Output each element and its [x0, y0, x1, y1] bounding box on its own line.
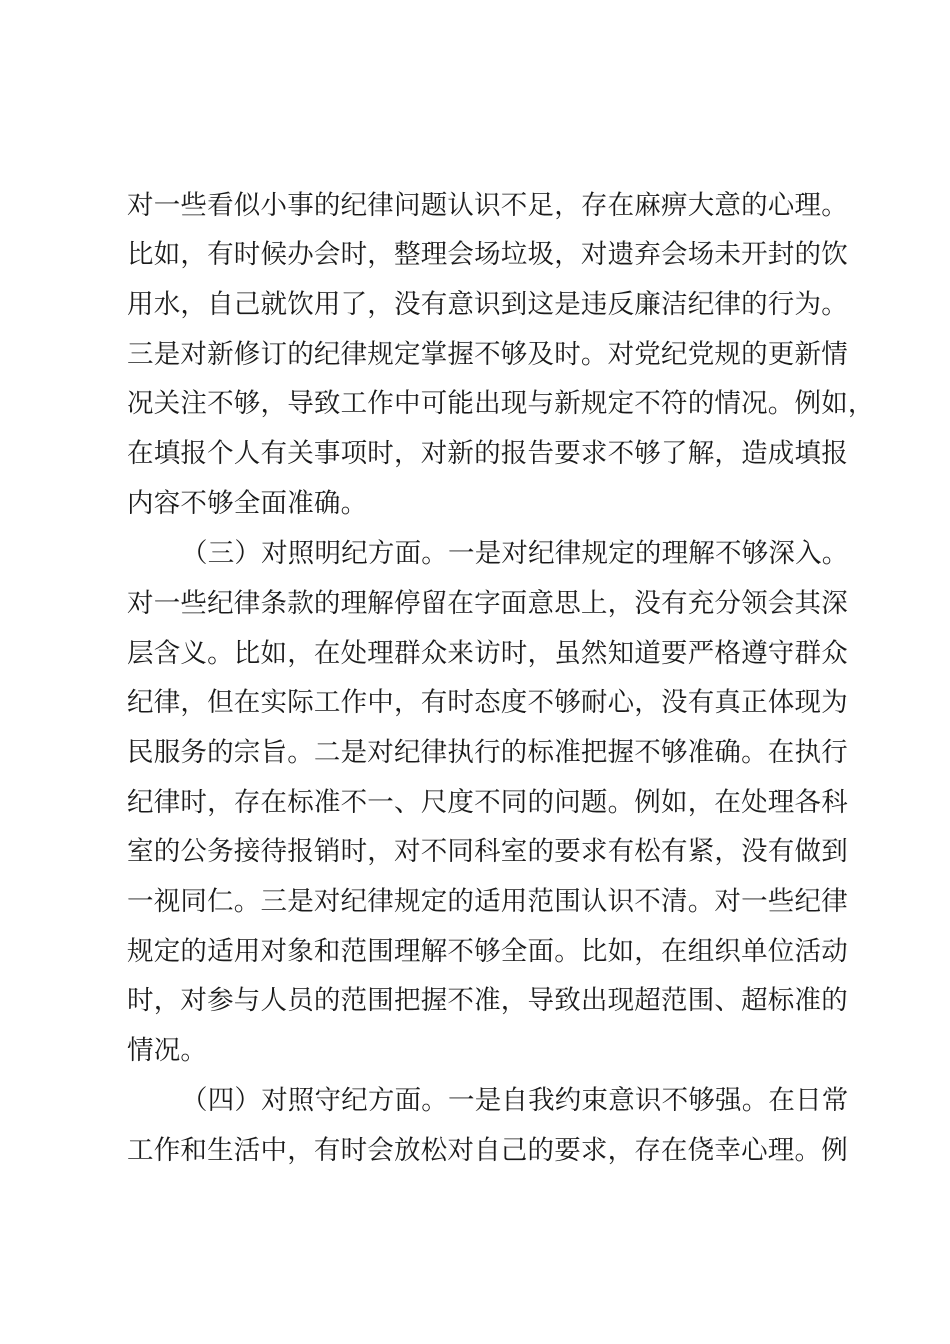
text-line: 规定的适用对象和范围理解不够全面。比如，在组织单位活动: [127, 936, 848, 967]
text-line: 内容不够全面准确。: [127, 488, 368, 519]
text-line: 三是对新修订的纪律规定掌握不够及时。对党纪党规的更新情: [127, 339, 848, 370]
paragraph-start-line: （三）对照明纪方面。一是对纪律规定的理解不够深入。: [181, 538, 849, 569]
text-line: 纪律，但在实际工作中，有时态度不够耐心，没有真正体现为: [127, 687, 848, 718]
text-line: 时，对参与人员的范围把握不准，导致出现超范围、超标准的: [127, 985, 848, 1016]
text-line: 在填报个人有关事项时，对新的报告要求不够了解，造成填报: [127, 438, 848, 469]
text-line: 层含义。比如，在处理群众来访时，虽然知道要严格遵守群众: [127, 638, 848, 669]
text-line: 一视同仁。三是对纪律规定的适用范围认识不清。对一些纪律: [127, 886, 848, 917]
text-line: 工作和生活中，有时会放松对自己的要求，存在侥幸心理。例: [127, 1135, 848, 1166]
paragraph-start-line: （四）对照守纪方面。一是自我约束意识不够强。在日常: [181, 1085, 849, 1116]
text-line: 室的公务接待报销时，对不同科室的要求有松有紧，没有做到: [127, 836, 848, 867]
text-line: 民服务的宗旨。二是对纪律执行的标准把握不够准确。在执行: [127, 737, 848, 768]
text-line: 情况。: [127, 1035, 208, 1066]
text-line: 比如，有时候办会时，整理会场垃圾，对遗弃会场未开封的饮: [127, 239, 848, 270]
text-line: 纪律时，存在标准不一、尺度不同的问题。例如，在处理各科: [127, 787, 848, 818]
text-line: 用水，自己就饮用了，没有意识到这是违反廉洁纪律的行为。: [127, 289, 848, 320]
text-line: 对一些纪律条款的理解停留在字面意思上，没有充分领会其深: [127, 588, 848, 619]
text-line: 况关注不够，导致工作中可能出现与新规定不符的情况。例如，: [127, 388, 875, 419]
text-line: 对一些看似小事的纪律问题认识不足，存在麻痹大意的心理。: [127, 190, 848, 221]
